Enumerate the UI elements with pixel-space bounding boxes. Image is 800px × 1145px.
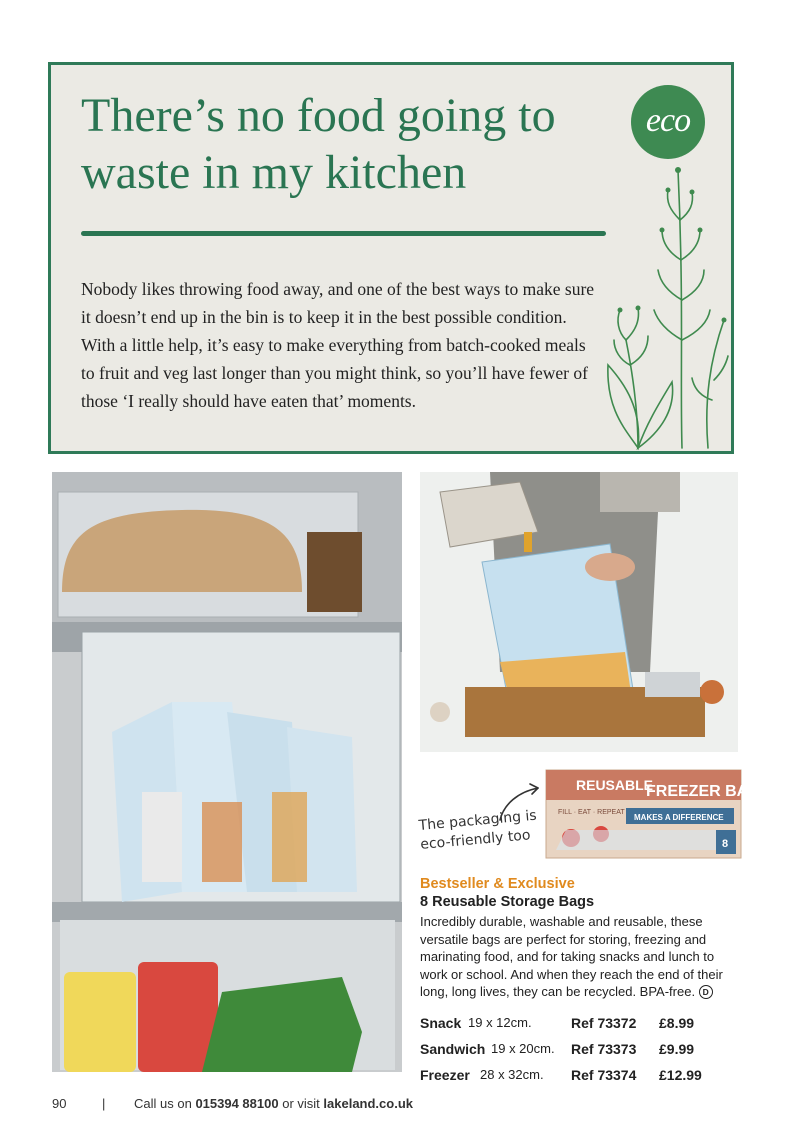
eco-badge: eco bbox=[631, 85, 705, 159]
product-description bbox=[420, 913, 740, 1001]
headline: There’s no food going to waste in my kitchen bbox=[81, 89, 556, 199]
size-price: £8.99 bbox=[659, 1014, 695, 1031]
product-tagline: Bestseller & Exclusive bbox=[420, 876, 575, 892]
size-name: Snack bbox=[420, 1014, 462, 1031]
footer-separator: | bbox=[102, 1096, 106, 1111]
packaging-count: 8 bbox=[722, 838, 729, 850]
delivery-badge bbox=[699, 985, 713, 999]
pouring-soup-photo bbox=[420, 472, 738, 752]
call-prefix: Call us on bbox=[134, 1096, 192, 1111]
size-dimensions: 19 x 12cm. bbox=[468, 1015, 532, 1031]
packaging-claim: MAKES A DIFFERENCE bbox=[634, 813, 724, 822]
page-number: 90 bbox=[52, 1096, 67, 1111]
size-name: Sandwich bbox=[420, 1040, 486, 1057]
freezer-bags-packaging bbox=[546, 770, 772, 858]
size-row-freezer bbox=[420, 1062, 740, 1088]
packaging-line2: FREEZER BAGS bbox=[646, 783, 772, 800]
size-table bbox=[420, 1010, 740, 1088]
delivery-badge-letter: D bbox=[702, 987, 709, 998]
phone-number: 015394 88100 bbox=[195, 1096, 279, 1111]
size-row-sandwich bbox=[420, 1036, 740, 1062]
size-ref: Ref 73373 bbox=[571, 1040, 637, 1057]
headline-divider bbox=[81, 231, 606, 236]
size-price: £12.99 bbox=[659, 1066, 702, 1083]
packaging-steps: FILL · EAT · REPEAT bbox=[558, 809, 625, 816]
size-dimensions: 28 x 32cm. bbox=[480, 1067, 544, 1083]
website-link[interactable]: lakeland.co.uk bbox=[323, 1096, 413, 1111]
description-text: Incredibly durable, washable and reusable, these versatile bags are perfect for storing, freezing and marinating food, and for taking snacks and lunch to work or school. And when they reach the end of their long, long lives, they can be recycled. BPA-free. bbox=[420, 914, 723, 1000]
visit-text: or visit bbox=[282, 1096, 320, 1111]
intro-paragraph: Nobody likes throwing food away, and one of the best ways to make sure it doesn’t end up in the bin is to keep it in the best possible condition. With a little help, it’s easy to make everything from batch-cooked meals to fruit and veg last longer than you might think, so you’ll have fewer of those ‘I really should have eaten that’ moments. bbox=[81, 279, 595, 411]
packaging-line1: REUSABLE bbox=[576, 777, 654, 793]
product-name: 8 Reusable Storage Bags bbox=[420, 894, 595, 910]
hero-panel bbox=[48, 62, 734, 454]
size-price: £9.99 bbox=[659, 1040, 695, 1057]
size-ref: Ref 73374 bbox=[571, 1066, 637, 1083]
size-dimensions: 19 x 20cm. bbox=[491, 1041, 555, 1057]
packaging-note: The packaging is eco-friendly too bbox=[418, 807, 538, 853]
size-row-snack bbox=[420, 1010, 740, 1036]
size-ref: Ref 73372 bbox=[571, 1014, 637, 1031]
product-info bbox=[420, 875, 740, 1088]
page-footer bbox=[52, 1096, 413, 1111]
herb-illustration bbox=[596, 160, 736, 450]
size-name: Freezer bbox=[420, 1066, 470, 1083]
fridge-drawer-photo bbox=[52, 472, 402, 1072]
